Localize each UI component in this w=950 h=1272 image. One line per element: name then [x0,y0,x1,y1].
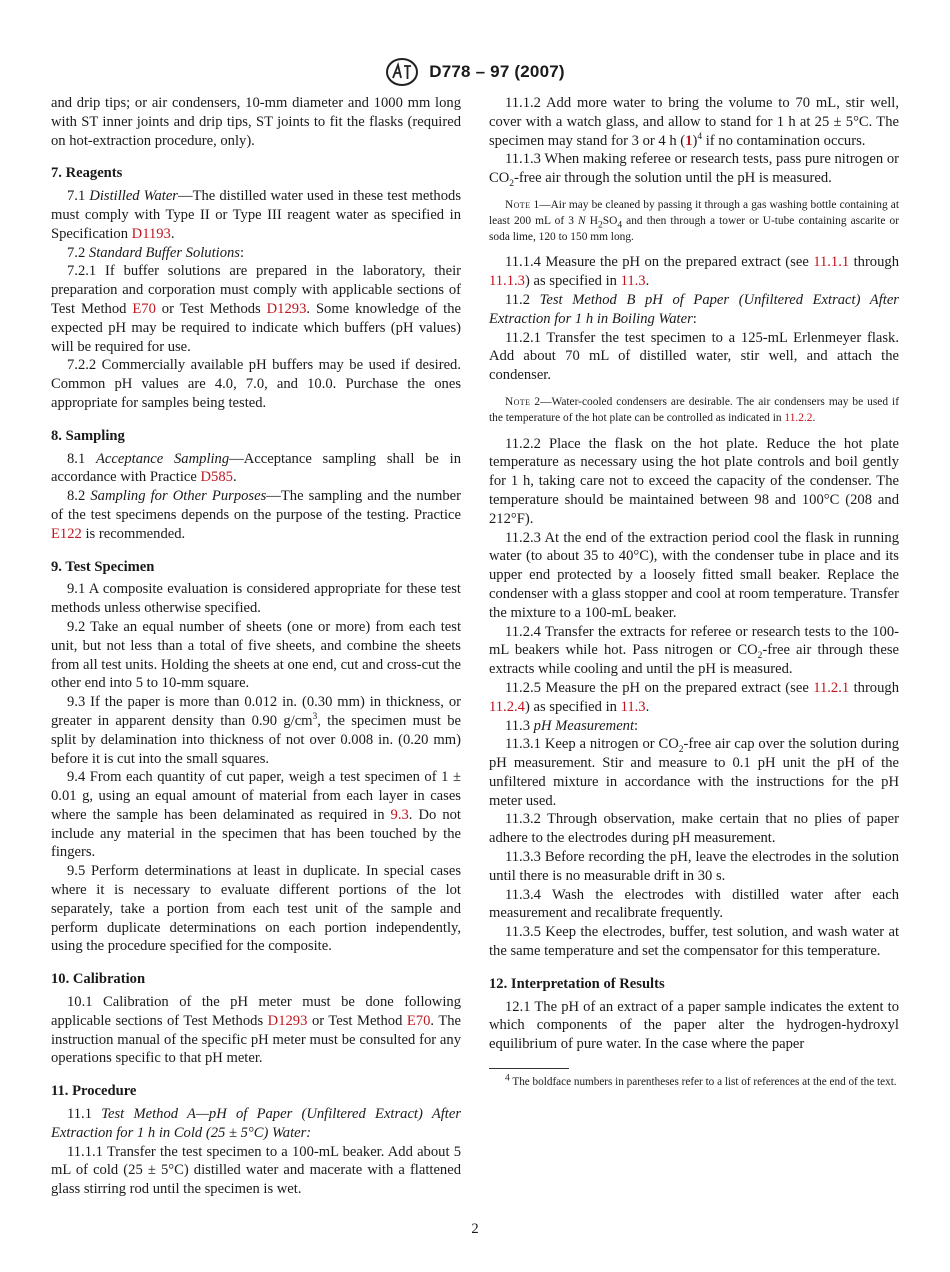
reference-link-11-1-3[interactable]: 11.1.3 [489,273,525,290]
reference-link-11-2-2[interactable]: 11.2.2 [784,411,813,424]
note-2: Note 2—Water-cooled condensers are desirable. The air condensers may be used if the temperature of the hot plate can be controlled as indicated in 11.2.2. [489,395,899,424]
section-heading-9: 9. Test Specimen [51,558,155,575]
document-designation: D778 – 97 (2007) [429,62,565,81]
section-heading-10: 10. Calibration [51,971,146,988]
paragraph-11-1-1: 11.1.1 Transfer the test specimen to a 100-mL beaker. Add about 5 mL of cold (25 ± 5°C) distilled water and macerate with a flattened glass stirring rod until the specimen is wet. [51,1143,461,1198]
paragraph-11-3-2: 11.3.2 Through observation, make certain that no plies of paper adhere to the electrodes during pH measurement. [489,811,899,847]
left-column [51,94,461,1199]
paragraph-11-3-1: 11.3.1 Keep a nitrogen or $CO_2$-free air cap over the solution during pH measurement. Stir and measure to 0.1 pH unit the pH of the unfiltered mixture in accordance with the instructions for the pH meter used. [489,736,899,809]
reference-link-1[interactable]: 1 [685,132,693,149]
section-heading-7: 7. Reagents [51,165,123,182]
paragraph-10-1: 10.1 Calibration of the pH meter must be done following applicable sections of Test Methods D1293 or Test Method E70. The instruction manual of the specific pH meter must be consulted for any operations specific to that pH meter. [51,994,462,1067]
paragraph-11-3-3: 11.3.3 Before recording the pH, leave the electrodes in the solution until there is no measurable drift in 30 s. [489,849,899,884]
reference-link-9-3[interactable]: 9.3 [390,806,409,823]
paragraph-11-2-5: 11.2.5 Measure the pH on the prepared extract (see 11.2.1 through 11.2.4) as specified in 11.3. [489,679,899,715]
paragraph-7-1: 7.1 Distilled Water—The distilled water used in these test methods must comply with Type II or Type III reagent water as specified in Specification D1193. [51,188,462,242]
astm-logo-icon [385,57,419,87]
reference-link-d585[interactable]: D585 [200,469,233,486]
reference-link-d1193[interactable]: D1193 [131,225,171,242]
reference-link-11-1-1[interactable]: 11.1.1 [813,254,850,271]
page-header [0,57,950,87]
footnote-divider [489,1068,569,1069]
paragraph-8-1: 8.1 Acceptance Sampling—Acceptance sampling shall be in accordance with Practice D585. [51,450,462,486]
paragraph-11-2: 11.2 Test Method B pH of Paper (Unfiltered Extract) After Extraction for 1 h in Boiling Water: [489,291,899,327]
paragraph-11-2-1: 11.2.1 Transfer the test specimen to a 125-mL Erlenmeyer flask. Add about 70 mL of distilled water, stir well, and attach the condenser. [489,329,899,384]
paragraph-7-2-2: 7.2.2 Commercially available pH buffers may be used if desired. Common pH values are 4.0, 7.0, and 10.0. Purchase the ones appropriate for samples being tested. [51,357,461,411]
paragraph-11-1-3: 11.1.3 When making referee or research tests, pass pure nitrogen or $CO_2$-free air through the solution until the pH is measured. [489,151,899,190]
section-heading-8: 8. Sampling [51,427,125,444]
reference-link-11-3-b[interactable]: 11.3 [620,698,646,715]
paragraph-11-3: 11.3 pH Measurement: [505,717,639,734]
paragraph-9-3: 9.3 If the paper is more than 0.012 in. (0.30 mm) in thickness, or greater in apparent density than 0.90 $g/cm^3$, the specimen must be split by delamination into thickness of not over 0.008 in. (0.20 mm) before it is cut into the small squares. [51,694,461,767]
paragraph-9-1: 9.1 A composite evaluation is considered appropriate for these test methods unless otherwise specified. [51,581,461,617]
reference-link-11-2-4[interactable]: 11.2.4 [489,698,525,715]
paragraph-11-3-4: 11.3.4 Wash the electrodes with distilled water after each measurement and recalibrate frequently. [489,886,899,922]
reference-link-11-3[interactable]: 11.3 [620,273,646,290]
reference-link-e70-b[interactable]: E70 [406,1012,431,1029]
footnote-4: $^4$ The boldface numbers in parentheses refer to a list of references at the end of the text. [505,1073,897,1089]
section-heading-11: 11. Procedure [51,1083,137,1100]
reference-link-d1293[interactable]: D1293 [266,300,307,317]
paragraph-7-2: 7.2 Standard Buffer Solutions: [67,244,245,261]
reference-link-e122[interactable]: E122 [51,525,82,542]
paragraph-9-5: 9.5 Perform determinations at least in duplicate. In special cases where it is necessary to evaluate different portions of the lot separately, take a portion from each test unit of the sample and perform duplicate determinations on each portion independently, using the procedure specified for the composite. [51,863,461,955]
paragraph-11-1: 11.1 Test Method A—pH of Paper (Unfiltered Extract) After Extraction for 1 h in Cold (25 ± 5°C) Water: [51,1106,461,1141]
reference-link-e70[interactable]: E70 [132,300,156,317]
reference-link-11-2-1[interactable]: 11.2.1 [813,679,850,696]
note-1: Note 1—Air may be cleaned by passing it through a gas washing bottle containing at least 200 mL of 3 N $H_2SO_4$ and then through a tower or U-tube containing ascarite or soda lime, 120 to 150 mm long. [489,198,899,243]
section-heading-12: 12. Interpretation of Results [489,975,665,992]
reference-link-d1293-b[interactable]: D1293 [267,1012,308,1029]
paragraph-9-2: 9.2 Take an equal number of sheets (one or more) from each test unit, but not less than a total of five sheets, and combine the sheets from all test units. Holding the sheets at one end, cut and cross-cut the other end into 5 to 10-mm square. [51,618,461,692]
paragraph-9-4: 9.4 From each quantity of cut paper, weigh a test specimen of 1 ± 0.01 g, using an equal amount of material from each layer in cases where the sample has been delaminated as required in 9.3. Do not include any material in the specimen that has been touched by the fingers. [51,769,461,861]
paragraph-11-3-5: 11.3.5 Keep the electrodes, buffer, test solution, and wash water at the same temperature and set the compensator for this temperature. [489,924,899,960]
paragraph-continuation: and drip tips; or air condensers, 10-mm diameter and 1000 mm long with ST inner joints and drip tips, ST joints to fit the flasks (required on hot-extraction procedure, only). [51,95,461,149]
paragraph-11-1-4: 11.1.4 Measure the pH on the prepared extract (see 11.1.1 through 11.1.3) as specified in 11.3. [489,254,899,290]
right-column [489,94,899,1091]
paragraph-12-1: 12.1 The pH of an extract of a paper sample indicates the extent to which components of the paper alter the hydrogen-hydroxyl equilibrium of pure water. In the case where the paper [489,998,899,1053]
paragraph-8-2: 8.2 Sampling for Other Purposes—The sampling and the number of the test specimens depends on the purpose of the testing. Practice E122 is recommended. [51,488,461,542]
paragraph-11-2-4: 11.2.4 Transfer the extracts for referee or research tests to the 100-mL beakers while hot. Pass nitrogen or $CO_2$-free air through these extracts while cooling and until the pH is measured. [489,623,899,678]
page-number: 2 [471,1221,479,1237]
paragraph-7-2-1: 7.2.1 If buffer solutions are prepared in the laboratory, their preparation and corporation must comply with applicable sections of Test Method E70 or Test Methods D1293. Some knowledge of the expected pH may be required to indicate which buffers (pH values) will be required for use. [51,263,461,355]
paragraph-11-1-2: 11.1.2 Add more water to bring the volume to 70 mL, stir well, cover with a watch glass, and allow to stand for 1 h at 25 ± 5°C. The specimen may stand for 3 or 4 h $(1)^4$ if no contamination occurs. [489,95,899,149]
paragraph-11-2-2: 11.2.2 Place the flask on the hot plate. Reduce the hot plate temperature as necessary using the hot plate controls and boil gently for 1 h, taking care not to exceed the capacity of the condenser. The temperature should be maintained between 98 and 100°C (208 and 212°F). [489,435,899,527]
paragraph-11-2-3: 11.2.3 At the end of the extraction period cool the flask in running water (to about 35 to 40°C), with the condenser tube in place and its upper end protected by a loosely fitted small beaker. Replace the condenser with a glass stopper and cool at room temperature. Transfer the mixture to a 100-mL beaker. [489,529,899,621]
